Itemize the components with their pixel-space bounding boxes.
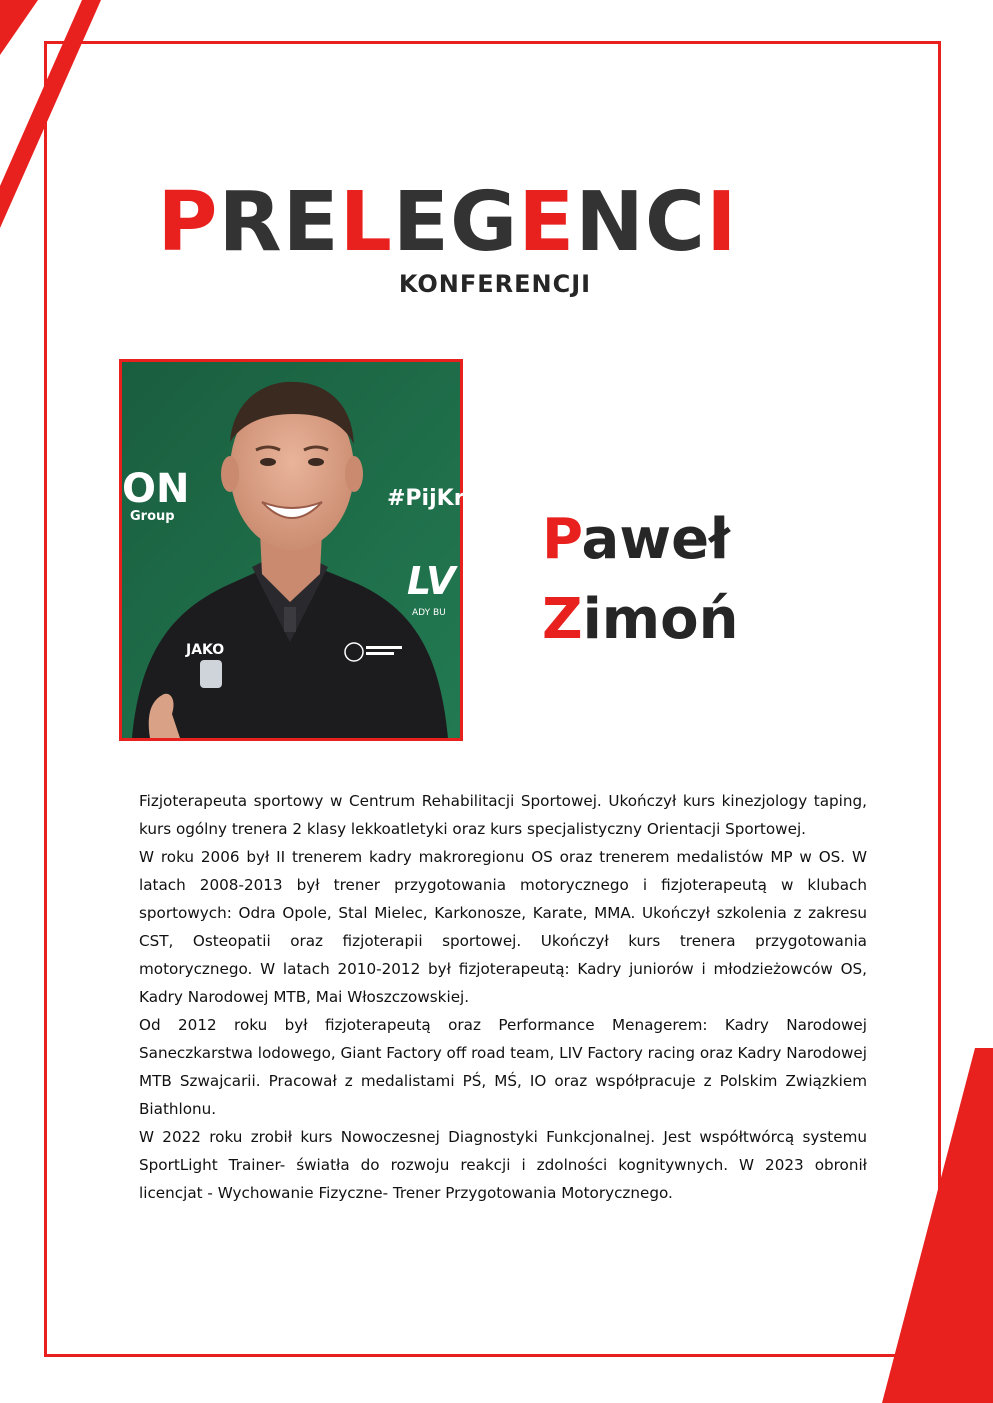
title-letter: E	[392, 175, 450, 270]
photo-logo-right-sub: ADY BU	[412, 608, 446, 618]
title-letter: I	[706, 175, 738, 270]
speaker-name	[542, 500, 739, 660]
speaker-bio	[139, 787, 867, 1207]
bio-paragraph: W roku 2006 był II trenerem kadry makroregionu OS oraz trenerem medalistów MP w OS. W latach 2008-2013 był trener przygotowania motorycznego i fizjoterapeutą w klubach sportowych: Odra Opole, Stal Mielec, Karkonosze, Karate, MMA. Ukończył szkolenia z zakresu CST, Osteopatii oraz fizjoterapii sportowej. Ukończył kurs trenera przygotowania motorycznego. W latach 2010-2012 był fizjoterapeutą: Kadry juniorów i młodzieżowców OS, Kadry Narodowej MTB, Mai Włoszczowskiej.	[139, 848, 867, 1006]
page-subtitle: KONFERENCJI	[398, 270, 592, 298]
title-letter: R	[218, 175, 283, 270]
bio-paragraph: W 2022 roku zrobił kurs Nowoczesnej Diagnostyki Funkcjonalnej. Jest współtwórcą systemu SportLight Trainer- światła do rozwoju reakcji i zdolności kognitywnych. W 2023 obronił licencjat - Wychowanie Fizyczne- Trener Przygotowania Motorycznego.	[139, 1128, 867, 1202]
first-name-rest: aweł	[581, 507, 730, 572]
bio-paragraph: Od 2012 roku był fizjoterapeutą oraz Performance Menagerem: Kadry Narodowej Saneczkarstwa lodowego, Giant Factory off road team, LIV Factory racing oraz Kadry Narodowej MTB Szwajcarii. Pracował z medalistami PŚ, MŚ, IO oraz współpracuje z Polskim Związkiem Biathlonu.	[139, 1016, 867, 1118]
photo-logo-left-sub: Group	[130, 509, 175, 524]
page-title	[0, 175, 895, 271]
speaker-first-name	[542, 500, 739, 580]
photo-shirt-brand: JAKO	[186, 642, 225, 658]
title-letter: E	[282, 175, 340, 270]
last-name-rest: imoń	[582, 587, 739, 652]
bio-paragraph: Fizjoterapeuta sportowy w Centrum Rehabilitacji Sportowej. Ukończył kurs kinezjology taping, kurs ogólny trenera 2 klasy lekkoatletyki oraz kurs specjalistyczny Orientacji Sportowej.	[139, 792, 867, 838]
first-name-initial: P	[542, 507, 582, 572]
title-letter: E	[518, 175, 576, 270]
photo-logo-left: ON	[122, 466, 190, 512]
photo-hashtag: #PijKra	[387, 486, 480, 511]
speaker-last-name	[542, 580, 739, 660]
title-letter: C	[644, 175, 707, 270]
title-letter: P	[157, 175, 219, 270]
last-name-initial: Z	[542, 587, 583, 652]
title-letter: N	[575, 175, 645, 270]
photo-logo-right: LV	[407, 559, 456, 603]
title-letter: L	[339, 175, 393, 270]
title-letter: G	[449, 175, 519, 270]
speaker-photo	[119, 359, 480, 741]
